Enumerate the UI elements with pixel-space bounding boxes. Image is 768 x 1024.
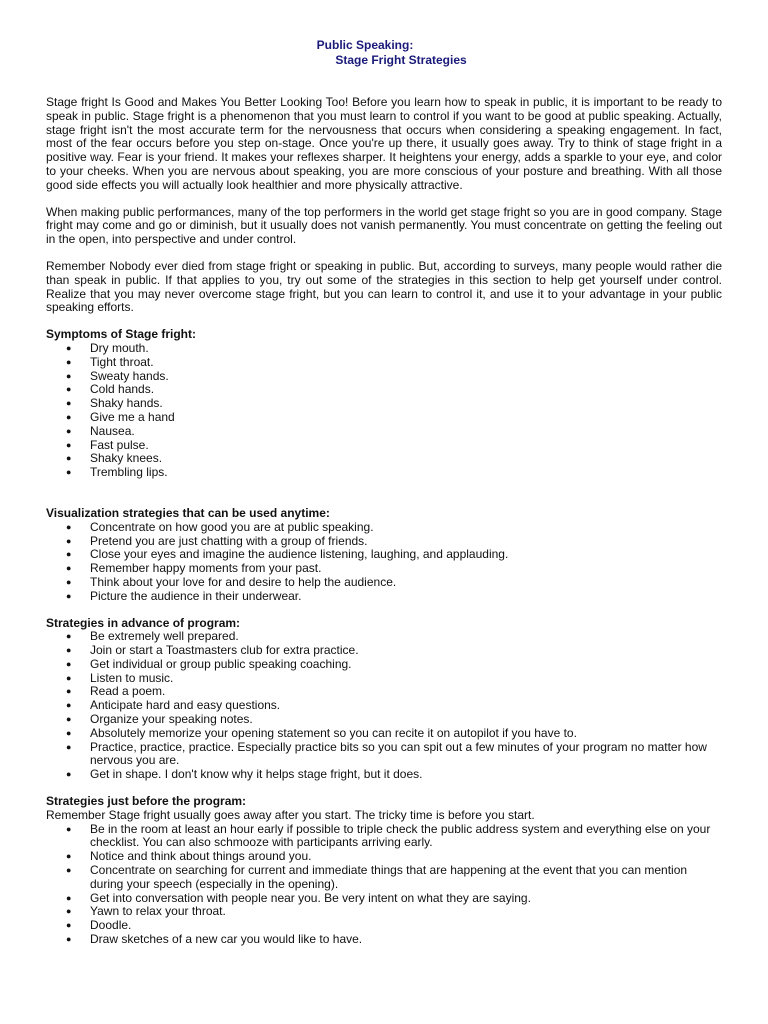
bullet-icon: ● [66,384,72,395]
list-item: ● Practice, practice, practice. Especially practice bits so you can spit out a few minutes of your program no matter how nervous you are. [66,739,707,768]
document-page [46,38,722,947]
performers-paragraph: When making public performances, many of the top performers in the world get stage fright so you are in good company. Stage fright may come and go or diminish, but it usually does not vanish permanently. You must concentrate on getting the feeling out in the open, into perspective and under control. [46,204,722,247]
bullet-icon: ● [66,906,72,917]
list-item: ● Anticipate hard and easy questions. [66,698,281,713]
bullet-icon: ● [66,370,72,381]
list-item: ● Close your eyes and imagine the audience listening, laughing, and applauding. [66,547,509,562]
list-item: ● Pretend you are just chatting with a group of friends. [66,533,368,548]
list-item: ● Listen to music. [66,670,174,685]
list-item: ● Absolutely memorize your opening statement so you can recite it on autopilot if you have to. [66,725,577,740]
advance-list [46,630,722,782]
bullet-icon: ● [66,769,72,780]
bullet-icon: ● [66,467,72,478]
list-item: ● Get individual or group public speaking coaching. [66,656,352,671]
bullet-icon: ● [66,576,72,587]
list-item: ● Be extremely well prepared. [66,629,239,644]
list-item: ● Fast pulse. [66,437,149,452]
bullet-icon: ● [66,865,72,876]
bullet-icon: ● [66,645,72,656]
visualization-heading: Visualization strategies that can be used anytime: [46,505,330,520]
bullet-icon: ● [66,727,72,738]
bullet-icon: ● [66,411,72,422]
symptoms-heading: Symptoms of Stage fright: [46,327,197,342]
intro-paragraph: Stage fright Is Good and Makes You Better Looking Too! Before you learn how to speak in public, it is important to be ready to speak in public. Stage fright is a phenomenon that you must learn to control if you want to be good at public speaking. Actually, stage fright isn't the most accurate term for the nervousness that occurs when considering a speaking engagement. In fact, most of the fear occurs before you step on-stage. Once you're up there, it usually goes away. Try to think of stage fright in a positive way. Fear is your friend. It makes your reflexes sharper. It heightens your energy, adds a sparkle to your eye, and color to your cheeks. When you are nervous about speaking, you are more conscious of your posture and breathing. With all those good side effects you will actually look healthier and more physically attractive. [46,95,722,192]
list-item: ● Organize your speaking notes. [66,712,253,727]
bullet-icon: ● [66,823,72,834]
list-item: ● Cold hands. [66,382,155,397]
list-item: ● Get into conversation with people near you. Be very intent on what they are saying. [66,890,531,905]
list-item: ● Concentrate on how good you are at public speaking. [66,519,374,534]
bullet-icon: ● [66,549,72,560]
list-item: ● Trembling lips. [66,465,168,480]
list-item: ● Draw sketches of a new car you would like to have. [66,932,363,947]
list-item: ● Remember happy moments from your past. [66,561,322,576]
bullet-icon: ● [66,356,72,367]
list-item: ● Shaky knees. [66,451,163,466]
document-title [46,38,722,68]
title-line-1: Public Speaking: [316,38,414,52]
list-item: ● Picture the audience in their underwear. [66,588,302,603]
before-program-heading: Strategies just before the program: [46,794,247,809]
bullet-icon: ● [66,700,72,711]
list-item: ● Sweaty hands. [66,368,169,383]
list-item: ● Dry mouth. [66,340,149,355]
symptoms-list [46,342,722,480]
list-item: ● Nausea. [66,423,135,438]
remember-paragraph: Remember Nobody ever died from stage fright or speaking in public. But, according to surveys, many people would rather die than speak in public. If that applies to you, try out some of the strategies in this section to help get yourself under control. Realize that you may never overcome stage fright, but you can learn to control it, and use it to your advantage in your public speaking efforts. [46,258,722,315]
advance-heading: Strategies in advance of program: [46,615,241,630]
list-item: ● Tight throat. [66,354,154,369]
bullet-icon: ● [66,535,72,546]
bullet-icon: ● [66,851,72,862]
list-item: ● Be in the room at least an hour early if possible to triple check the public address system and everything else on your checklist. You can also schmooze with participants arriving early. [66,821,711,850]
bullet-icon: ● [66,439,72,450]
before-program-list [46,823,722,947]
bullet-icon: ● [66,425,72,436]
before-program-intro: Remember Stage fright usually goes away after you start. The tricky time is before you start. [46,807,535,822]
bullet-icon: ● [66,892,72,903]
list-item: ● Yawn to relax your throat. [66,904,226,919]
bullet-icon: ● [66,631,72,642]
visualization-list [46,521,722,604]
bullet-icon: ● [66,741,72,752]
list-item: ● Notice and think about things around you. [66,849,312,864]
bullet-icon: ● [66,453,72,464]
bullet-icon: ● [66,563,72,574]
bullet-icon: ● [66,398,72,409]
list-item: ● Doodle. [66,918,132,933]
list-item: ● Concentrate on searching for current and immediate things that are happening at the event that you can mention during your speech (especially in the opening). [66,863,688,891]
list-item: ● Think about your love for and desire to help the audience. [66,574,397,589]
bullet-icon: ● [66,686,72,697]
list-item: ● Get in shape. I don't know why it helps stage fright, but it does. [66,767,423,782]
bullet-icon: ● [66,934,72,945]
bullet-icon: ● [66,658,72,669]
bullet-icon: ● [66,672,72,683]
bullet-icon: ● [66,714,72,725]
list-item: ● Shaky hands. [66,396,163,411]
bullet-icon: ● [66,590,72,601]
list-item: ● Give me a hand [66,409,175,424]
list-item: ● Read a poem. [66,684,166,699]
bullet-icon: ● [66,521,72,532]
list-item: ● Join or start a Toastmasters club for extra practice. [66,643,359,658]
bullet-icon: ● [66,920,72,931]
title-line-2: Stage Fright Strategies [335,53,467,67]
bullet-icon: ● [66,342,72,353]
